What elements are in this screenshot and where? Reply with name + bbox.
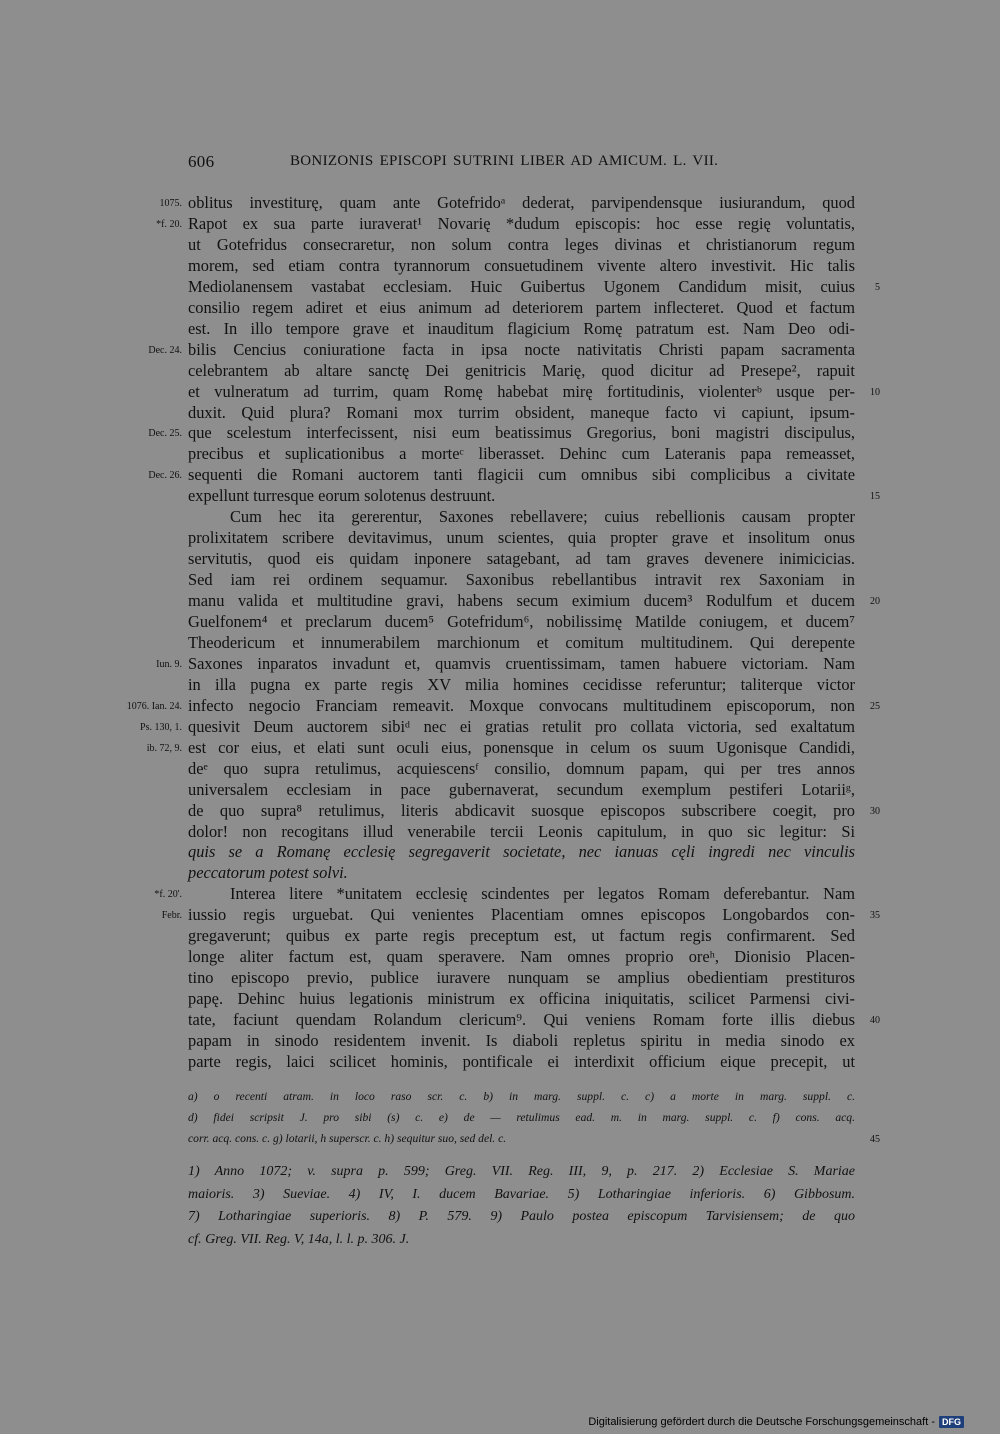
text-line: in illa pugna ex parte regis XV milia homines cecidisse referuntur; taliterque victor (188, 674, 855, 694)
text-line: parte regis, laici scilicet hominis, pontificale ei interdixit officium eique precepit, ut (188, 1051, 855, 1071)
footnote-line: maioris. 3) Sueviae. 4) IV, I. ducem Bavariae. 5) Lotharingiae inferioris. 6) Gibbosum. (188, 1186, 855, 1202)
line-number: 25 (870, 700, 880, 712)
text-line: universalem ecclesiam in pace gubernaverat, secundum exemplum pestiferi Lotariiᵍ, (188, 779, 855, 799)
line-number: 40 (870, 1015, 880, 1027)
text-line: prolixitatem scribere devitavimus, unum scientes, quia propter grave et insolitum onus (188, 528, 855, 548)
text-line: et vulneratum ad turrim, quam Romę habebat mirę fortitudinis, violenterᵇ usque per- (188, 381, 855, 401)
critical-note-line: a) o recenti atram. in loco raso scr. c. b) in marg. suppl. c. c) a morte in marg. suppl. c. (188, 1090, 855, 1103)
margin-date: Febr. (161, 910, 182, 922)
text-line: peccatorum potest solvi. (188, 863, 348, 883)
line-number: 5 (875, 281, 880, 293)
margin-date: Dec. 24. (148, 344, 182, 356)
text-line: sequenti die Romani auctorem tanti flagicii cum omnibus sibi complicibus a civitate (188, 465, 855, 485)
text-line: tate, faciunt quendam Rolandum clericum⁹. Qui veniens Romam forte illis diebus (188, 1010, 855, 1030)
margin-date: *f. 20'. (154, 889, 182, 901)
text-line: est cor eius, et elati sunt oculi eius, ponensque in celum os suum Ugonisque Candidi, (188, 737, 855, 757)
text-line: infecto negocio Franciam remeavit. Moxque convocans multitudinem episcoporum, non (188, 695, 855, 715)
text-line: quis se a Romanę ecclesię segregaverit societate, nec ianuas cęli ingredi nec vinculis (188, 842, 855, 862)
text-line: est. In illo tempore grave et inauditum flagicium Romę patratum est. Nam Deo odi- (188, 318, 855, 338)
digitization-credit (588, 1416, 964, 1428)
line-number: 35 (870, 910, 880, 922)
text-line: papę. Dehinc huius legationis ministrum ex officina iniquitatis, scilicet Parmensi civi- (188, 989, 855, 1009)
line-number: 20 (870, 596, 880, 608)
footnote-line: 7) Lotharingiae superioris. 8) P. 579. 9) Paulo postea episcopum Tarvisiensem; de quo (188, 1209, 855, 1224)
critical-note-line: corr. acq. cons. c. g) lotarii, h superscr. c. h) sequitur suo, sed del. c. (188, 1132, 507, 1145)
text-line: manu valida et multitudine gravi, habens secum eximium ducem³ Rodulfum et ducem (188, 591, 855, 611)
line-number: 10 (870, 386, 880, 398)
credit-text: Digitalisierung gefördert durch die Deutsche Forschungsgemeinschaft - (588, 1416, 935, 1428)
margin-date: Iun. 9. (156, 658, 182, 670)
running-title: BONIZONIS EPISCOPI SUTRINI LIBER AD AMICUM. L. VII. (290, 153, 719, 169)
footnote-line: 1) Anno 1072; v. supra p. 599; Greg. VII. Reg. III, 9, p. 217. 2) Ecclesiae S. Mariae (188, 1164, 855, 1179)
text-line: iussio regis urguebat. Qui venientes Placentiam omnes episcopos Longobardos con- (188, 905, 855, 925)
text-line: oblitus investiturę, quam ante Gotefridoᵃ dederat, parvipendensque iusiurandum, quod (188, 193, 855, 212)
text-line: dolor! non recogitans illud venerabile tercii Leonis capitulum, in quo sic legitur: Si (188, 821, 855, 841)
text-line: celebrantem ab altare sanctę Dei genitricis Marię, quod dicitur ad Presepe², rapuit (188, 360, 855, 380)
text-line: Mediolanensem vastabat ecclesiam. Huic Guibertus Ugonem Candidum misit, cuius (188, 276, 855, 296)
text-line: deᵉ quo supra retulimus, acquiescensᶠ consilio, domnum papam, qui per tres annos (188, 758, 855, 778)
text-line: Guelfonem⁴ et preclarum ducem⁵ Gotefridum⁶, nobilissimę Matilde coniugem, et ducem⁷ (188, 612, 855, 631)
margin-date: 1076. Ian. 24. (126, 700, 182, 712)
margin-date: Dec. 25. (148, 428, 182, 440)
text-line: longe aliter factum est, quam speravere. Nam omnes proprio oreʰ, Dionisio Placen- (188, 947, 855, 967)
dfg-logo: DFG (939, 1416, 964, 1428)
text-line: expellunt turresque eorum solotenus destruunt. (188, 486, 496, 506)
margin-date: Dec. 26. (148, 470, 182, 482)
text-line: Interea litere *unitatem ecclesię scindentes per legatos Romam deferebantur. Nam (230, 884, 855, 904)
text-line: consilio regem adiret et eius animum ad deteriorem partem inflecteret. Quod et factum (188, 297, 855, 317)
text-line: gregaverunt; quibus ex parte regis preceptum est, ut factum regis confirmarent. Sed (188, 926, 855, 946)
margin-date: ib. 72, 9. (146, 742, 182, 754)
critical-note-line: d) fidei scripsit J. pro sibi (s) c. e) de — retulimus ead. m. in marg. suppl. c. f) cons. acq. (188, 1111, 855, 1124)
text-line: tino episcopo previo, publice iuravere nunquam se amplius obedientiam prestituros (188, 968, 855, 988)
text-line: Cum hec ita gererentur, Saxones rebellavere; cuius rebellionis causam propter (230, 507, 855, 527)
text-line: Saxones inparatos invadunt et, quamvis cruentissimam, tamen habuere victoriam. Nam (188, 653, 855, 673)
margin-date: *f. 20. (156, 218, 182, 230)
text-line: papam in sinodo residentem invenit. Is diaboli repletus spiritu in media sinodo ex (188, 1031, 855, 1050)
text-line: de quo supra⁸ retulimus, literis abdicavit suosque episcopos subscribere coegit, pro (188, 800, 855, 820)
text-line: quesivit Deum auctorem sibiᵈ nec ei gratias retulit pro collata victoria, sed exaltatum (188, 716, 855, 736)
line-number: 30 (870, 805, 880, 817)
line-number: 45 (870, 1134, 880, 1145)
line-number: 15 (870, 491, 880, 503)
text-line: morem, sed etiam contra tyrannorum consuetudinem vivente altero investivit. Hic talis (188, 255, 855, 275)
text-line: Rapot ex sua parte iuraverat¹ Novarię *dudum episcopis: hoc esse regię voluntatis, (188, 213, 855, 233)
margin-date: 1075. (159, 198, 182, 209)
text-line: que scelestum interfecissent, nisi eum beatissimus Gregorius, boni magistri discipulus, (188, 423, 855, 443)
footnote-line: cf. Greg. VII. Reg. V, 14a, l. l. p. 306. J. (188, 1231, 410, 1247)
text-line: servitutis, quod eis quidam inponere satagebant, ad tam graves devenere inimicicias. (188, 549, 855, 569)
margin-date: Ps. 130, 1. (140, 721, 182, 733)
page-number: 606 (188, 152, 215, 171)
text-line: Sed iam rei ordinem sequamur. Saxonibus rebellantibus intravit rex Saxoniam in (188, 570, 855, 590)
text-line: precibus et suplicationibus a morteᶜ liberasset. Dehinc cum Lateranis papa remeasset, (188, 444, 855, 464)
text-line: duxit. Quid plura? Romani mox turrim obsident, maneque facto vi capiunt, ipsum- (188, 402, 855, 422)
text-line: Theodericum et innumerabilem marchionum et comitum multitudinem. Qui derepente (188, 632, 855, 652)
text-line: ut Gotefridus consecraretur, non solum contra leges divinas et christianorum regum (188, 234, 855, 254)
text-line: bilis Cencius coniuratione facta in ipsa nocte nativitatis Christi papam sacramenta (188, 339, 855, 359)
